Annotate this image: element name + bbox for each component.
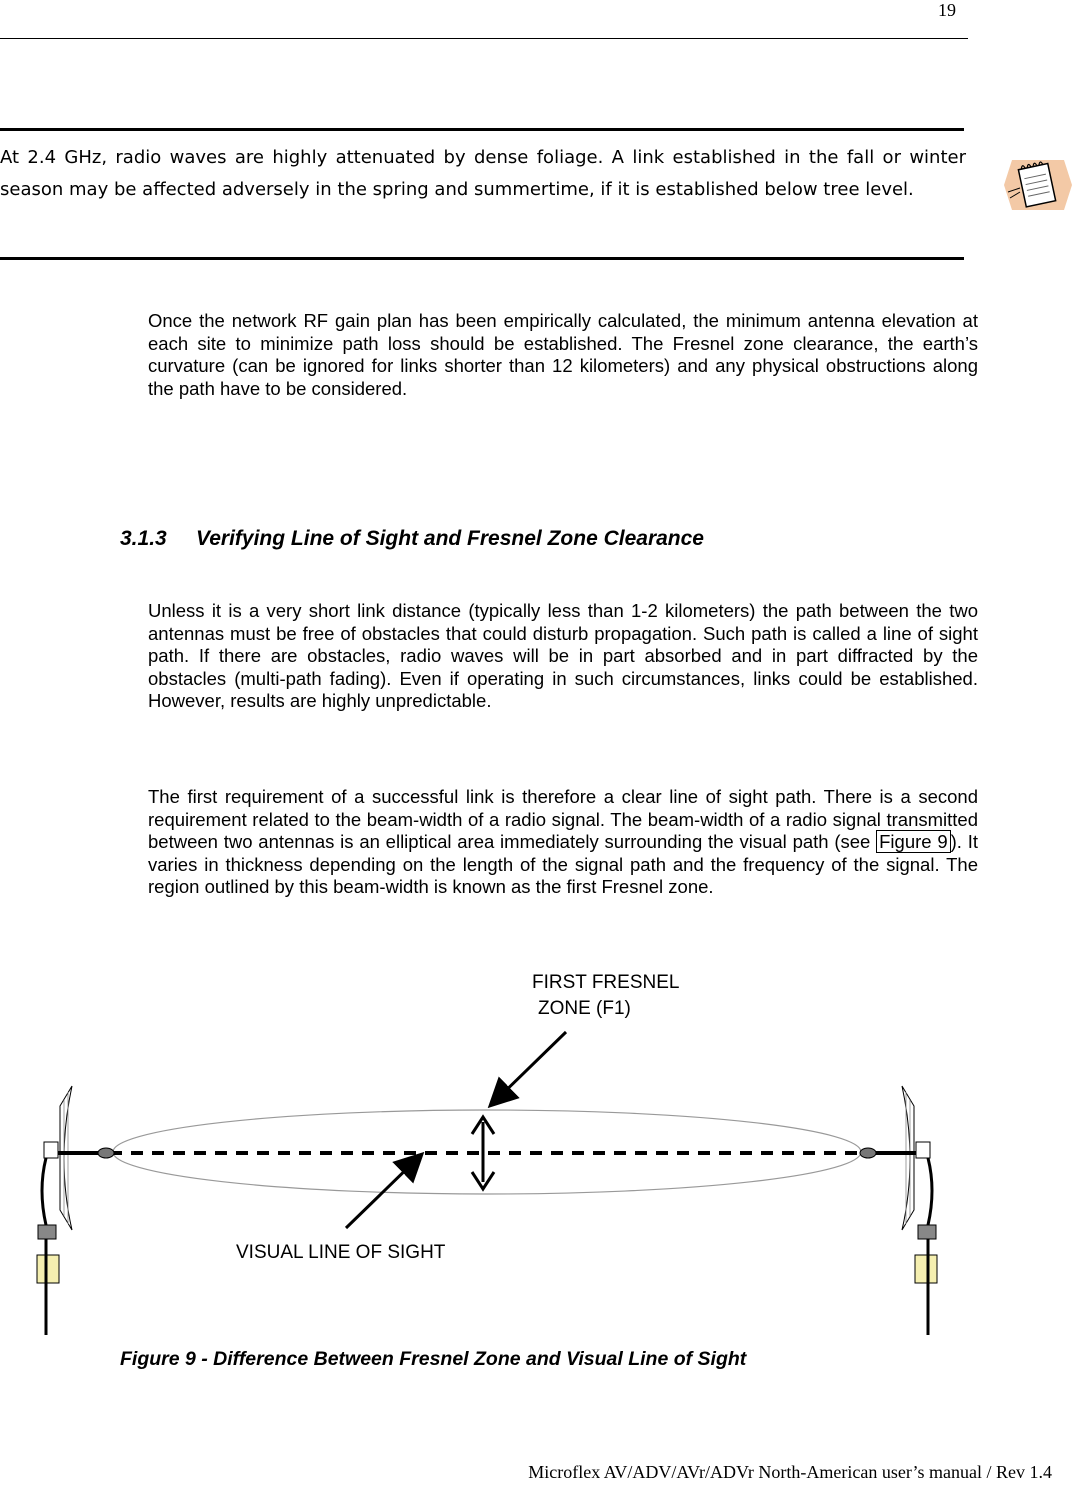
fresnel-label-line1: FIRST FRESNEL <box>532 972 680 993</box>
paragraph-fresnel-text-after: ). It varies in thickness depending on the length of the signal path and the frequency of the signal. The region outlined by this beam-width is known as the first Fresnel zone. <box>148 831 978 898</box>
right-antenna-icon <box>860 1086 937 1335</box>
figure-9-link[interactable]: Figure 9 <box>876 830 951 853</box>
note-top-rule <box>0 128 964 131</box>
note-bottom-rule <box>0 257 964 260</box>
fresnel-zone-figure <box>0 960 1072 1340</box>
fresnel-pointer-arrow <box>492 1032 566 1104</box>
note-text: At 2.4 GHz, radio waves are highly attenuated by dense foliage. A link established in the fall or winter season may be affected adversely in the spring and summertime, if it is established below tree level. <box>0 147 966 200</box>
los-label: VISUAL LINE OF SIGHT <box>236 1242 446 1263</box>
notepad-icon <box>1004 156 1072 214</box>
footer-text: Microflex AV/ADV/AVr/ADVr North-American user’s manual / Rev 1.4 <box>528 1462 1052 1482</box>
section-title: Verifying Line of Sight and Fresnel Zone Clearance <box>196 527 704 550</box>
figure-caption: Figure 9 - Difference Between Fresnel Zone and Visual Line of Sight <box>120 1348 747 1370</box>
header-rule <box>0 38 968 39</box>
paragraph-fresnel-zone <box>148 786 978 899</box>
section-heading <box>120 527 704 551</box>
paragraph-fresnel-text-before: The first requirement of a successful link is therefore a clear line of sight path. There is a second requirement related to the beam-width of a radio signal. The beam-width of a radio signal transmitted between two antennas is an elliptical area immediately surrounding the visual path (see <box>148 786 978 853</box>
paragraph-rf-gain-plan: Once the network RF gain plan has been empirically calculated, the minimum antenna elevation at each site to minimize path loss should be established. The Fresnel zone clearance, the earth’s curvature (can be ignored for links shorter than 12 kilometers) and any physical obstructions along the path have to be considered. <box>148 310 978 399</box>
left-antenna-icon <box>37 1086 114 1335</box>
fresnel-label-line2: ZONE (F1) <box>538 998 631 1019</box>
page-number: 19 <box>938 0 956 20</box>
paragraph-line-of-sight: Unless it is a very short link distance (typically less than 1-2 kilometers) the path between the two antennas must be free of obstacles that could disturb propagation. Such path is called a line of sight path. If there are obstacles, radio waves will be in part absorbed and in part diffracted by the obstacles (multi-path fading). Even if operating in such circumstances, links could be established. However, results are highly unpredictable. <box>148 600 978 712</box>
section-number: 3.1.3 <box>120 527 167 550</box>
